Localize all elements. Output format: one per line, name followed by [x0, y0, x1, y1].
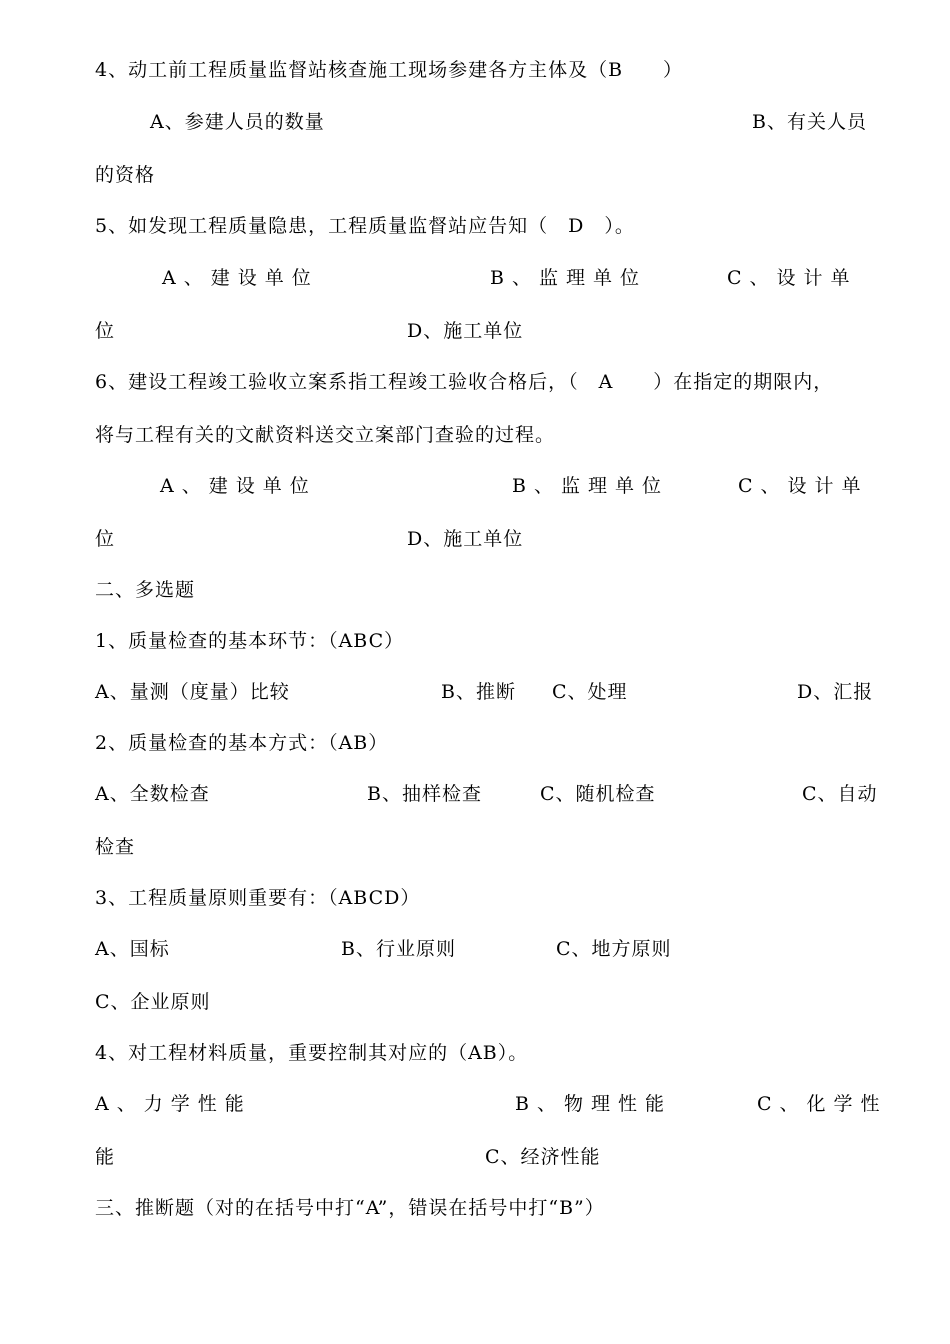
m2-option-a: A、全数检查	[95, 783, 210, 805]
q5-stem: 5、如发现工程质量隐患，工程质量监督站应告知（ D ）。	[95, 215, 635, 237]
m1-option-d: D、汇报	[797, 681, 874, 703]
m2-option-c: C、随机检查	[540, 783, 656, 805]
q5-option-c-continued: 位	[95, 320, 116, 342]
m4-option-d: C、经济性能	[485, 1146, 601, 1168]
q6-stem-continued: 将与工程有关的文献资料送交立案部门查验的过程。	[95, 424, 556, 446]
m2-option-d-continued: 检查	[95, 836, 136, 858]
m3-option-a: A、国标	[95, 938, 170, 960]
m4-option-c: C、化学性	[757, 1093, 888, 1115]
q5-option-d: D、施工单位	[407, 320, 524, 342]
section-2-title: 二、多选题	[95, 579, 196, 601]
m2-option-b: B、抽样检查	[367, 783, 482, 805]
m3-option-b: B、行业原则	[341, 938, 456, 960]
q6-option-b: B、监理单位	[512, 475, 669, 497]
m3-stem: 3、工程质量原则重要有：（ABCD）	[95, 887, 421, 909]
q6-option-c-continued: 位	[95, 528, 116, 550]
q5-option-b: B、监理单位	[490, 267, 647, 289]
m3-option-d: C、企业原则	[95, 991, 211, 1013]
m4-option-c-continued: 能	[95, 1146, 116, 1168]
m4-option-b: B、物理性能	[515, 1093, 672, 1115]
section-3-title: 三、推断题（对的在括号中打“A”，错误在括号中打“B”）	[95, 1197, 605, 1219]
m4-option-a: A、力学性能	[95, 1093, 252, 1115]
q6-option-a: A、建设单位	[160, 475, 317, 497]
q5-option-a: A、建设单位	[162, 267, 319, 289]
q6-option-c: C、设计单	[738, 475, 869, 497]
m4-stem: 4、对工程材料质量，重要控制其对应的（AB）。	[95, 1042, 529, 1064]
q4-option-b: B、有关人员	[752, 111, 867, 133]
m2-option-d: C、自动	[802, 783, 878, 805]
m3-option-c: C、地方原则	[556, 938, 672, 960]
q4-option-a: A、参建人员的数量	[150, 111, 325, 133]
q6-stem: 6、建设工程竣工验收立案系指工程竣工验收合格后，（ A ）在指定的期限内，	[95, 371, 834, 393]
q5-option-c: C、设计单	[727, 267, 858, 289]
m1-option-a: A、量测（度量）比较	[95, 681, 290, 703]
m2-stem: 2、质量检查的基本方式：（AB）	[95, 732, 389, 754]
q6-option-d: D、施工单位	[407, 528, 524, 550]
q4-stem: 4、动工前工程质量监督站核查施工现场参建各方主体及（B ）	[95, 59, 684, 81]
m1-stem: 1、质量检查的基本环节：（ABC）	[95, 630, 405, 652]
m1-option-b: B、推断	[441, 681, 516, 703]
m1-option-c: C、处理	[552, 681, 628, 703]
q4-option-b-continued: 的资格	[95, 164, 156, 186]
